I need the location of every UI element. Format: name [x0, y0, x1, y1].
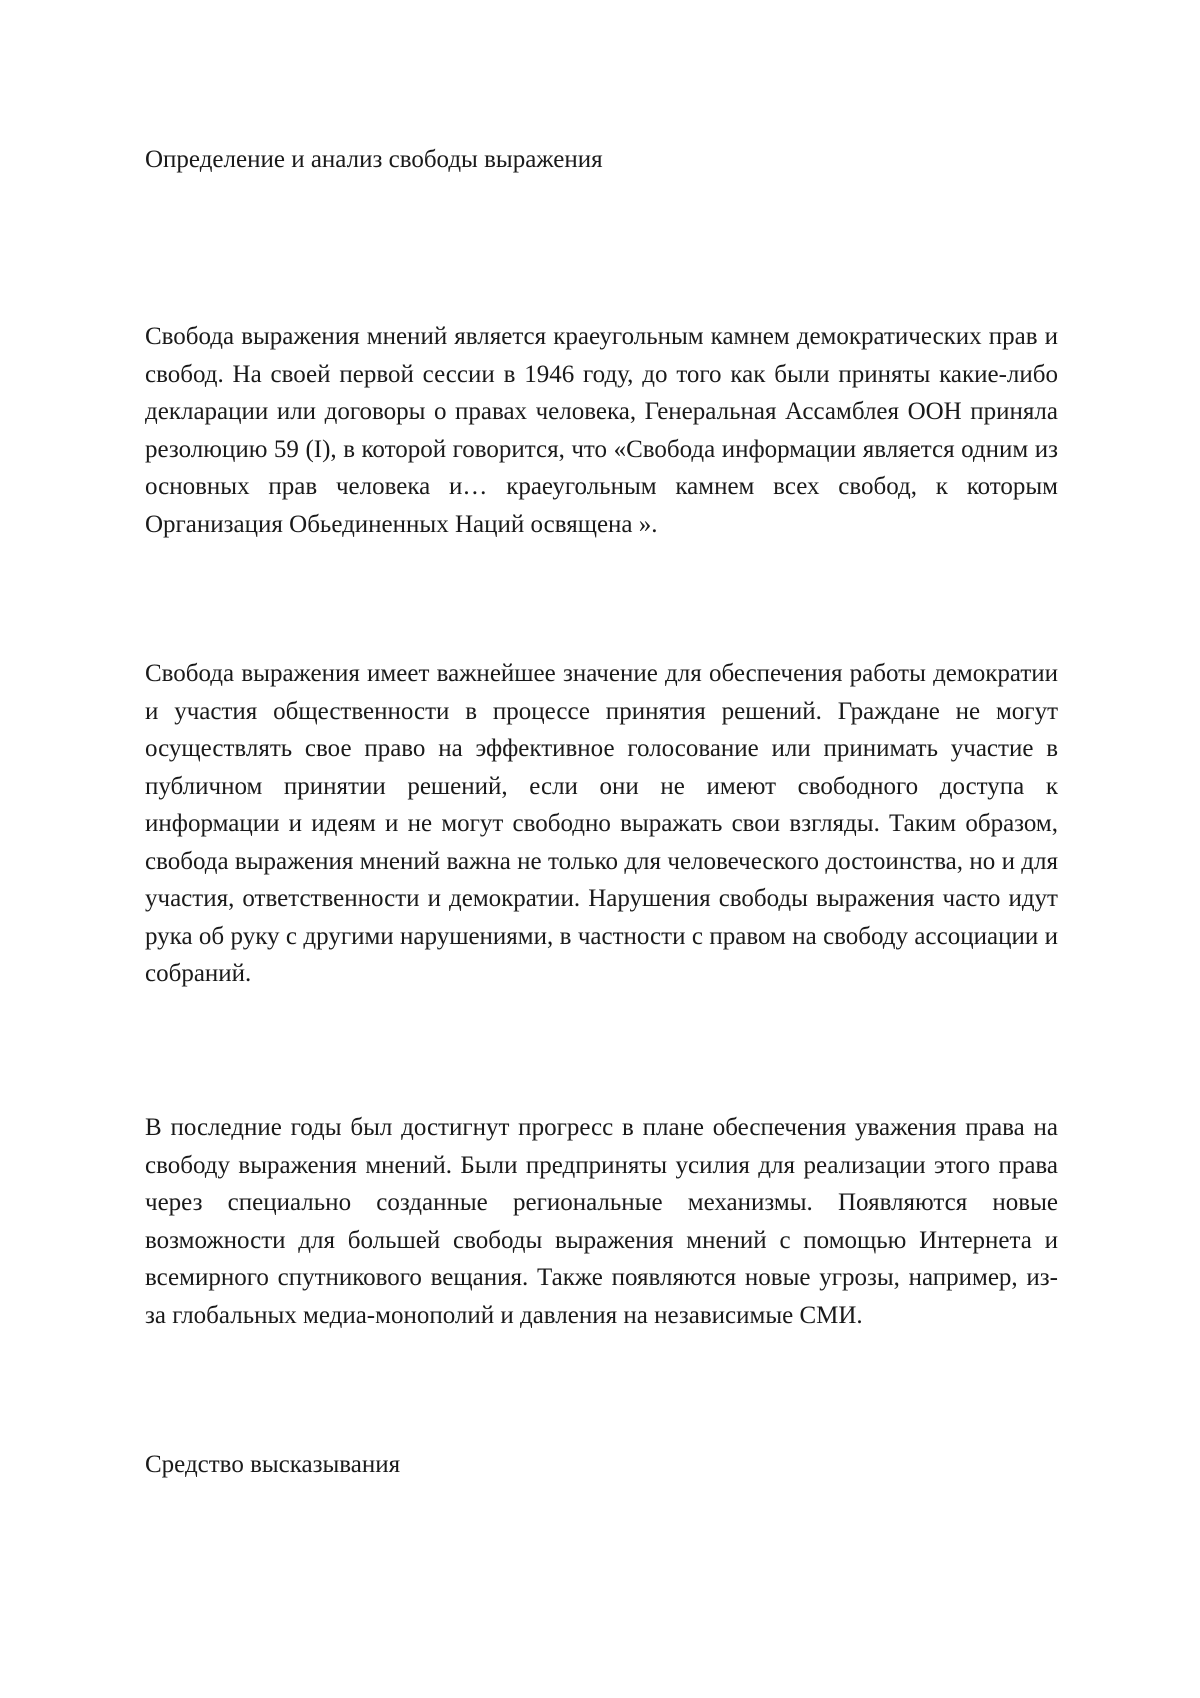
- paragraph: Свобода выражения имеет важнейшее значение для обеспечения работы демократии и участия общественности в процессе принятия решений. Граждане не могут осуществлять свое право на эффективное голосование или принимать участие в публичном принятии решений, если они не имеют свободного доступа к информации и идеям и не могут свободно выражать свои взгляды. Таким образом, свобода выражения мнений важна не только для человеческого достоинства, но и для участия, ответственности и демократии. Нарушения свободы выражения часто идут рука об руку с другими нарушениями, в частности с правом на свободу ассоциации и собраний.: [145, 660, 1058, 987]
- paragraph: В последние годы был достигнут прогресс в плане обеспечения уважения права на свободу выражения мнений. Были предприняты усилия для реализации этого права через специально созданные региональные механизмы. Появляются новые возможности для большей свободы выражения мнений с помощью Интернета и всемирного спутникового вещания. Также появляются новые угрозы, например, из-за глобальных медиа-монополий и давления на независимые СМИ.: [145, 1114, 1058, 1329]
- section-heading: Определение и анализ свободы выражения: [145, 146, 603, 173]
- section-heading: Средство высказывания: [145, 1451, 401, 1478]
- paragraph: Свобода выражения мнений является краеугольным камнем демократических прав и свобод. На своей первой сессии в 1946 году, до того как были приняты какие-либо декларации или договоры о правах человека, Генеральная Ассамблея ООН приняла резолюцию 59 (I), в которой говорится, что «Свобода информации является одним из основных прав человека и… краеугольным камнем всех свобод, к которым Организация Обьединенных Наций освящена ».: [145, 323, 1058, 538]
